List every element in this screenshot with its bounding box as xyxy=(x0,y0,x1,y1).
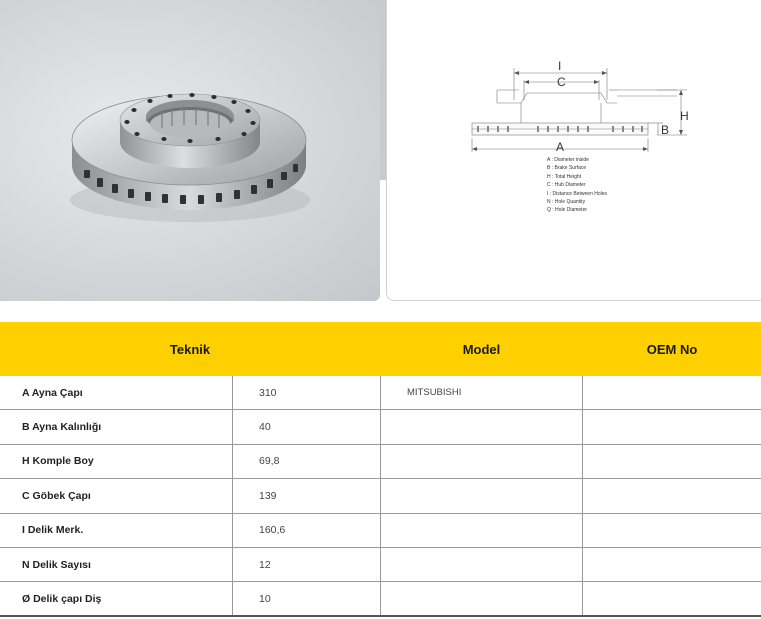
spec-label: H Komple Boy xyxy=(0,445,233,478)
model-value xyxy=(381,445,583,478)
legend-item: H : Total Height xyxy=(547,173,582,180)
spec-label: B Ayna Kalınlığı xyxy=(0,410,233,443)
spec-label: Ø Delik çapı Diş xyxy=(0,582,233,614)
oem-value xyxy=(583,445,761,478)
spec-label: I Delik Merk. xyxy=(0,514,233,547)
dim-label-i: I xyxy=(558,59,562,73)
table-row xyxy=(0,410,761,444)
spec-value: 160,6 xyxy=(233,514,381,547)
legend-item: Q : Hole Diameter xyxy=(547,207,588,214)
table-row xyxy=(0,445,761,479)
oem-value xyxy=(583,514,761,547)
oem-value xyxy=(583,376,761,409)
spec-table xyxy=(0,322,761,617)
legend-item: N : Hole Quantity xyxy=(547,199,586,206)
spec-label: C Göbek Çapı xyxy=(0,479,233,512)
dim-label-b: B xyxy=(661,123,670,137)
model-value xyxy=(381,514,583,547)
model-value xyxy=(381,479,583,512)
product-photo[interactable] xyxy=(0,0,380,301)
spec-value: 310 xyxy=(233,376,381,409)
spec-value: 12 xyxy=(233,548,381,581)
oem-value xyxy=(583,548,761,581)
dimension-drawing xyxy=(387,0,761,301)
spec-label: N Delik Sayısı xyxy=(0,548,233,581)
model-value xyxy=(381,410,583,443)
table-header xyxy=(0,322,761,376)
dim-label-c: C xyxy=(557,75,566,89)
spec-value: 139 xyxy=(233,479,381,512)
spec-label: A Ayna Çapı xyxy=(0,376,233,409)
dim-label-a: A xyxy=(556,140,565,154)
table-row xyxy=(0,479,761,513)
table-row xyxy=(0,376,761,410)
header-teknik: Teknik xyxy=(169,341,211,357)
dimension-legend xyxy=(547,156,607,215)
header-model: Model xyxy=(462,341,501,357)
spec-value: 69,8 xyxy=(233,445,381,478)
oem-value xyxy=(583,410,761,443)
model-value: MITSUBISHI xyxy=(381,376,583,409)
oem-value xyxy=(583,479,761,512)
brake-disc-image xyxy=(0,0,380,301)
dim-label-h: H xyxy=(680,109,689,123)
legend-item: C : Hub Diameter xyxy=(547,182,586,189)
spec-value: 10 xyxy=(233,582,381,614)
technical-diagram[interactable] xyxy=(386,0,761,301)
model-value xyxy=(381,548,583,581)
oem-value xyxy=(583,582,761,614)
model-value xyxy=(381,582,583,614)
legend-item: A : Diameter inside xyxy=(547,157,589,163)
table-row xyxy=(0,548,761,582)
legend-item: B : Brake Surface xyxy=(547,165,587,172)
table-row xyxy=(0,514,761,548)
header-oem: OEM No xyxy=(646,341,698,357)
table-row xyxy=(0,582,761,616)
spec-value: 40 xyxy=(233,410,381,443)
legend-item: I : Distance Between Holes xyxy=(547,190,608,197)
